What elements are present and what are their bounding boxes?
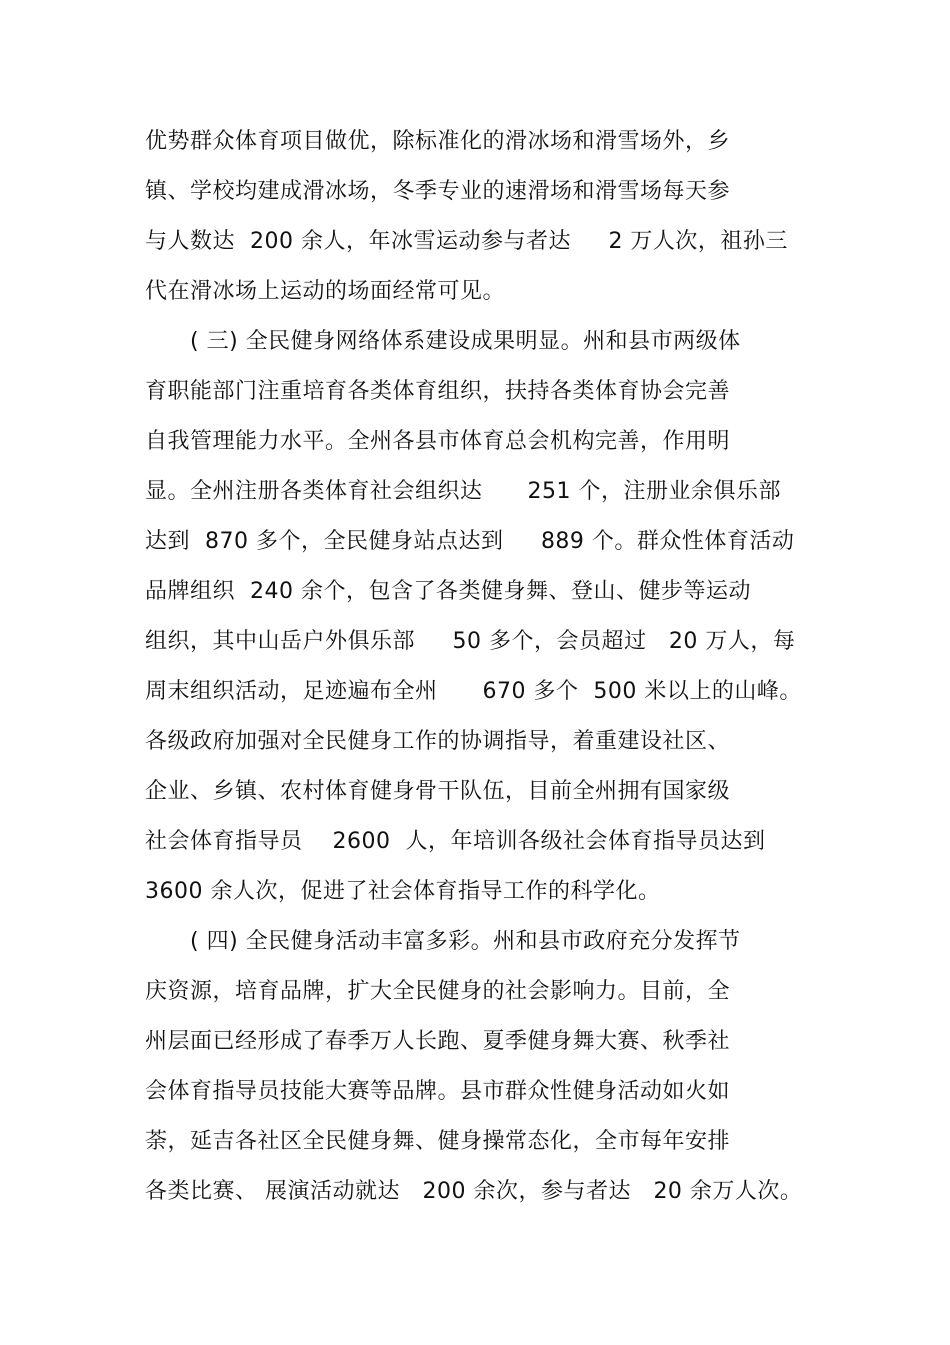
text-line: 代在滑冰场上运动的场面经常可见。: [145, 279, 506, 304]
text-line: 品牌组织 240 余个，包含了各类健身舞、登山、健步等运动: [145, 579, 751, 604]
text-line: 州层面已经形成了春季万人长跑、夏季健身舞大赛、秋季社: [145, 1029, 731, 1054]
text-line: 3600 余人次，促进了社会体育指导工作的科学化。: [145, 879, 661, 904]
text-line: 显。全州注册各类体育社会组织达 251 个，注册业余俱乐部: [145, 479, 781, 504]
text-line: 企业、乡镇、农村体育健身骨干队伍，目前全州拥有国家级: [145, 779, 731, 804]
text-line: 周末组织活动，足迹遍布全州 670 多个 500 米以上的山峰。: [145, 679, 802, 704]
text-line: 会体育指导员技能大赛等品牌。县市群众性健身活动如火如: [145, 1079, 731, 1104]
text-line: 育职能部门注重培育各类体育组织，扶持各类体育协会完善: [145, 379, 731, 404]
text-line: 镇、学校均建成滑冰场，冬季专业的速滑场和滑雪场每天参: [145, 179, 731, 204]
text-line: 自我管理能力水平。全州各县市体育总会机构完善，作用明: [145, 429, 731, 454]
section-heading-line: ( 四) 全民健身活动丰富多彩。州和县市政府充分发挥节: [190, 929, 741, 954]
text-line: 各级政府加强对全民健身工作的协调指导，着重建设社区、: [145, 729, 731, 754]
section-heading-line: ( 三) 全民健身网络体系建设成果明显。州和县市两级体: [190, 329, 741, 354]
text-line: 组织，其中山岳户外俱乐部 50 多个，会员超过 20 万人，每: [145, 629, 796, 654]
text-line: 庆资源，培育品牌，扩大全民健身的社会影响力。目前，全: [145, 979, 731, 1004]
text-line: 达到 870 多个，全民健身站点达到 889 个。群众性体育活动: [145, 529, 795, 554]
text-line: 优势群众体育项目做优，除标准化的滑冰场和滑雪场外，乡: [145, 129, 731, 154]
text-line: 各类比赛、 展演活动就达 200 余次，参与者达 20 余万人次。: [145, 1179, 803, 1204]
text-line: 社会体育指导员 2600 人，年培训各级社会体育指导员达到: [145, 829, 766, 854]
text-line: 荼，延吉各社区全民健身舞、健身操常态化，全市每年安排: [145, 1129, 731, 1154]
text-line: 与人数达 200 余人，年冰雪运动参与者达 2 万人次，祖孙三: [145, 229, 788, 254]
